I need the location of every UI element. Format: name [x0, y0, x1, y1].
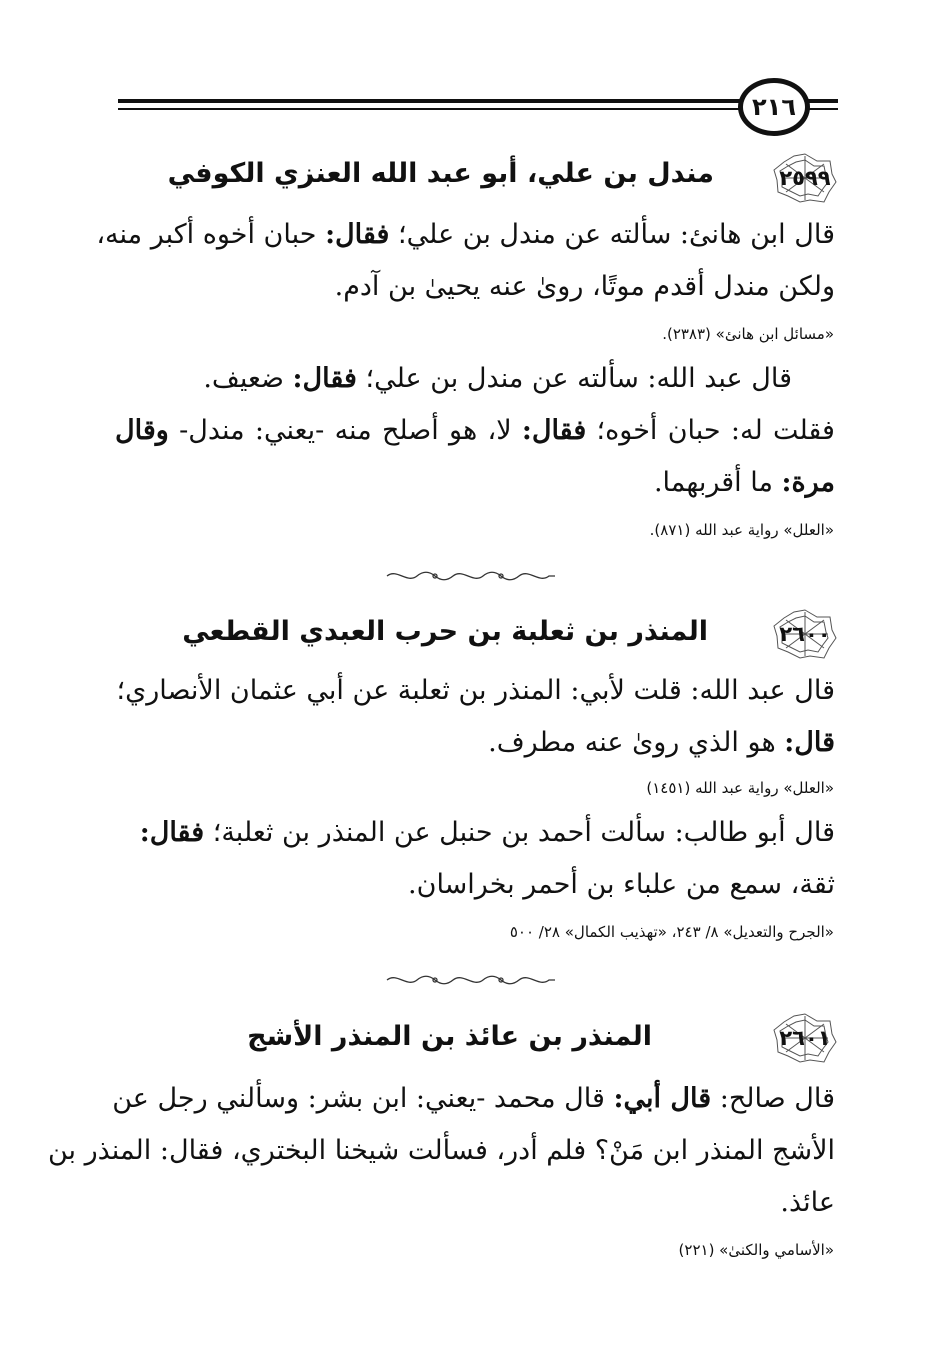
paragraph-line: ثقة، سمع من علباء بن أحمر بخراسان.	[408, 869, 835, 900]
bold-term: فقال:	[325, 219, 390, 250]
entry-number-badge	[772, 152, 838, 204]
bold-term: مرة:	[781, 467, 835, 498]
source-citation: «العلل» رواية عبد الله (١٤٥١)	[646, 779, 834, 797]
text-span: حبان أخوه أكبر منه،	[96, 219, 317, 250]
paragraph-line: قال عبد الله: قلت لأبي: المنذر بن ثعلبة عن أبي عثمان الأنصاري؛	[116, 675, 835, 706]
section-divider-icon	[383, 972, 559, 988]
section-divider-icon	[383, 568, 559, 584]
paragraph-line: الأشج المنذر ابن مَنْ؟ فلم أدر، فسألت شيخنا البختري، فقال: المنذر بن	[47, 1135, 835, 1166]
header-rule-right-thin	[808, 108, 838, 110]
paragraph-line	[112, 1082, 835, 1116]
paragraph-line: عائذ.	[780, 1187, 835, 1218]
entry-title: المنذر بن عائذ بن المنذر الأشج	[247, 1021, 652, 1052]
paragraph-line: ولكن مندل أقدم موتًا، روىٰ عنه يحيىٰ بن آدم.	[334, 271, 835, 302]
header-rule-thick	[118, 99, 740, 103]
bold-term: وقال	[115, 415, 169, 446]
paragraph-line	[96, 218, 835, 252]
text-span: لا، هو أصلح منه -يعني: مندل-	[179, 415, 512, 446]
text-span: ما أقربهما.	[653, 467, 773, 498]
entry-number-badge	[772, 1012, 838, 1064]
entry-number-badge	[772, 608, 838, 660]
text-span: هو الذي روىٰ عنه مطرف.	[488, 727, 776, 758]
entry-title: مندل بن علي، أبو عبد الله العنزي الكوفي	[167, 158, 714, 189]
entry-number: ٢٦٠١	[779, 1026, 831, 1050]
entry-number: ٢٦٠٠	[779, 622, 831, 646]
text-span: قال محمد -يعني: ابن بشر: وسألني رجل عن	[112, 1083, 605, 1114]
header-rule-thin	[118, 108, 740, 110]
bold-term: فقال:	[139, 817, 205, 848]
text-span: قال أبو طالب: سألت أحمد بن حنبل عن المنذر بن ثعلبة؛	[212, 817, 835, 848]
text-span: قال ابن هانئ: سألته عن مندل بن علي؛	[398, 219, 835, 250]
paragraph-line	[115, 414, 835, 448]
source-citation: «مسائل ابن هانئ» (٢٣٨٣).	[662, 325, 834, 343]
source-citation: «العلل» رواية عبد الله (٨٧١).	[649, 521, 834, 539]
entry-number: ٢٥٩٩	[779, 166, 831, 190]
bold-term: فقال:	[521, 415, 587, 446]
source-citation: «الجرح والتعديل» ٨/ ٢٤٣، «تهذيب الكمال» ٢٨/ ٥٠٠	[509, 923, 834, 941]
paragraph-line	[140, 816, 835, 850]
text-span: ضعيف.	[203, 363, 284, 394]
page-number	[738, 78, 810, 136]
bold-term: قال أبي:	[613, 1083, 712, 1114]
text-span: قال عبد الله: سألته عن مندل بن علي؛	[365, 363, 792, 394]
bold-term: فقال:	[292, 363, 357, 394]
paragraph-line	[488, 726, 835, 760]
source-citation: «الأسامي والكنىٰ» (٢٢١)	[678, 1241, 834, 1259]
paragraph-line	[654, 466, 835, 500]
text-span: قال صالح:	[719, 1083, 835, 1114]
header-rule-right	[808, 99, 838, 103]
bold-term: قال:	[784, 727, 835, 758]
page-number-text: ٢١٦	[752, 93, 796, 121]
entry-title: المنذر بن ثعلبة بن حرب العبدي القطعي	[182, 616, 708, 647]
paragraph-line	[203, 362, 792, 396]
text-span: فقلت له: حبان أخوه؛	[596, 415, 835, 446]
